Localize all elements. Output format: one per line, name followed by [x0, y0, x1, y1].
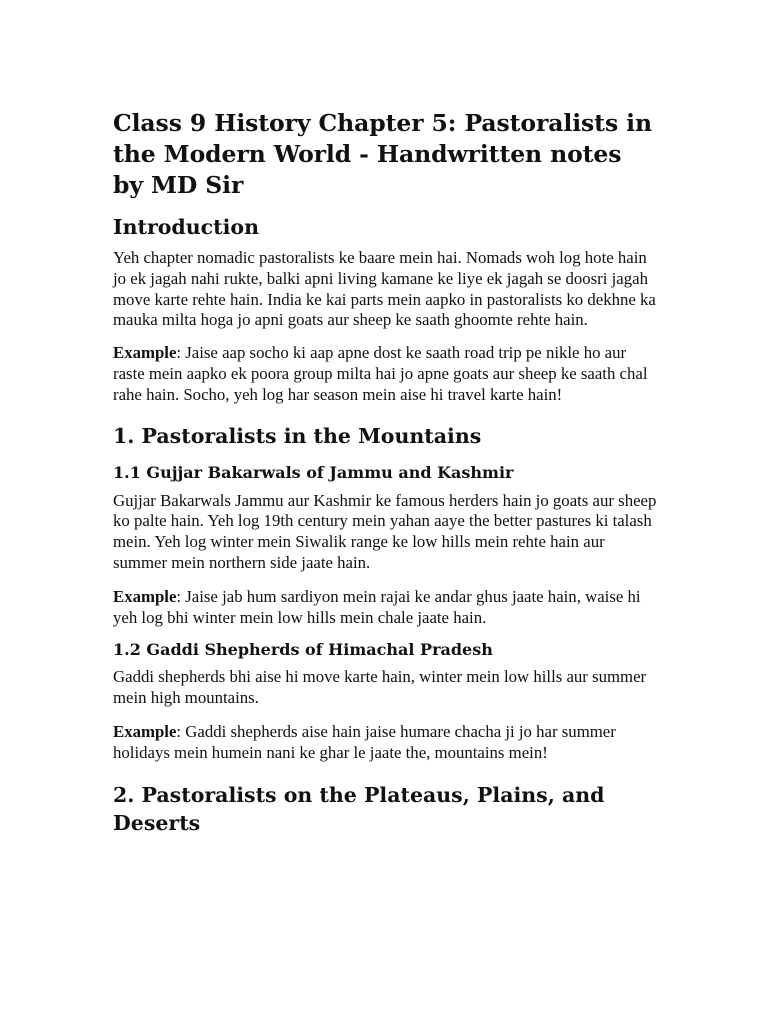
example-text: : Jaise jab hum sardiyon mein rajai ke andar ghus jaate hain, waise hi yeh log bhi winter mein low hills mein chale jaate hain.: [113, 586, 641, 627]
subsection-1-1-heading: 1.1 Gujjar Bakarwals of Jammu and Kashmir: [113, 462, 514, 482]
subsection-1-2-example: [113, 722, 658, 764]
section1-heading: 1. Pastoralists in the Mountains: [113, 423, 482, 448]
example-label: Example: [113, 343, 177, 363]
intro-example: [113, 343, 658, 405]
subsection-1-2-heading: 1.2 Gaddi Shepherds of Himachal Pradesh: [113, 640, 493, 660]
intro-paragraph: Yeh chapter nomadic pastoralists ke baare mein hai. Nomads woh log hote hain jo ek jagah nahi rukte, balki apni living kamane ke liye ek jagah se doosri jagah move karte rehte hain. India ke kai parts mein aapko in pastoralists ko dekhne ka mauka milta hoga jo apni goats aur sheep ke saath ghoomte rehte hain.: [113, 248, 656, 330]
intro-heading: Introduction: [113, 215, 259, 239]
subsection-1-2-paragraph: Gaddi shepherds bhi aise hi move karte hain, winter mein low hills aur summer mein high mountains.: [113, 667, 647, 708]
page-title: Class 9 History Chapter 5: Pastoralists in the Modern World - Handwritten notes by MD Sir: [113, 109, 652, 199]
example-label: Example: [113, 721, 177, 741]
subsection-1-1-paragraph: Gujjar Bakarwals Jammu aur Kashmir ke famous herders hain jo goats aur sheep ko palte hain. Yeh log 19th century mein yahan aaye the better pastures ki talash mein. Yeh log winter mein Siwalik range ke low hills mein rehte hain aur summer mein northern side jaate hain.: [113, 490, 657, 572]
subsection-1-1-example: [113, 587, 658, 629]
example-text: : Gaddi shepherds aise hain jaise humare chacha ji jo har summer holidays mein humein nani ke ghar le jaate the, mountains mein!: [113, 721, 616, 762]
section2-heading: 2. Pastoralists on the Plateaus, Plains, and Deserts: [113, 782, 605, 835]
example-label: Example: [113, 586, 177, 606]
example-text: : Jaise aap socho ki aap apne dost ke saath road trip pe nikle ho aur raste mein aapko ek poora group milta hai jo apne goats aur sheep ke saath chal rahe hain. Socho, yeh log har season mein aise hi travel karte hain!: [113, 343, 648, 404]
